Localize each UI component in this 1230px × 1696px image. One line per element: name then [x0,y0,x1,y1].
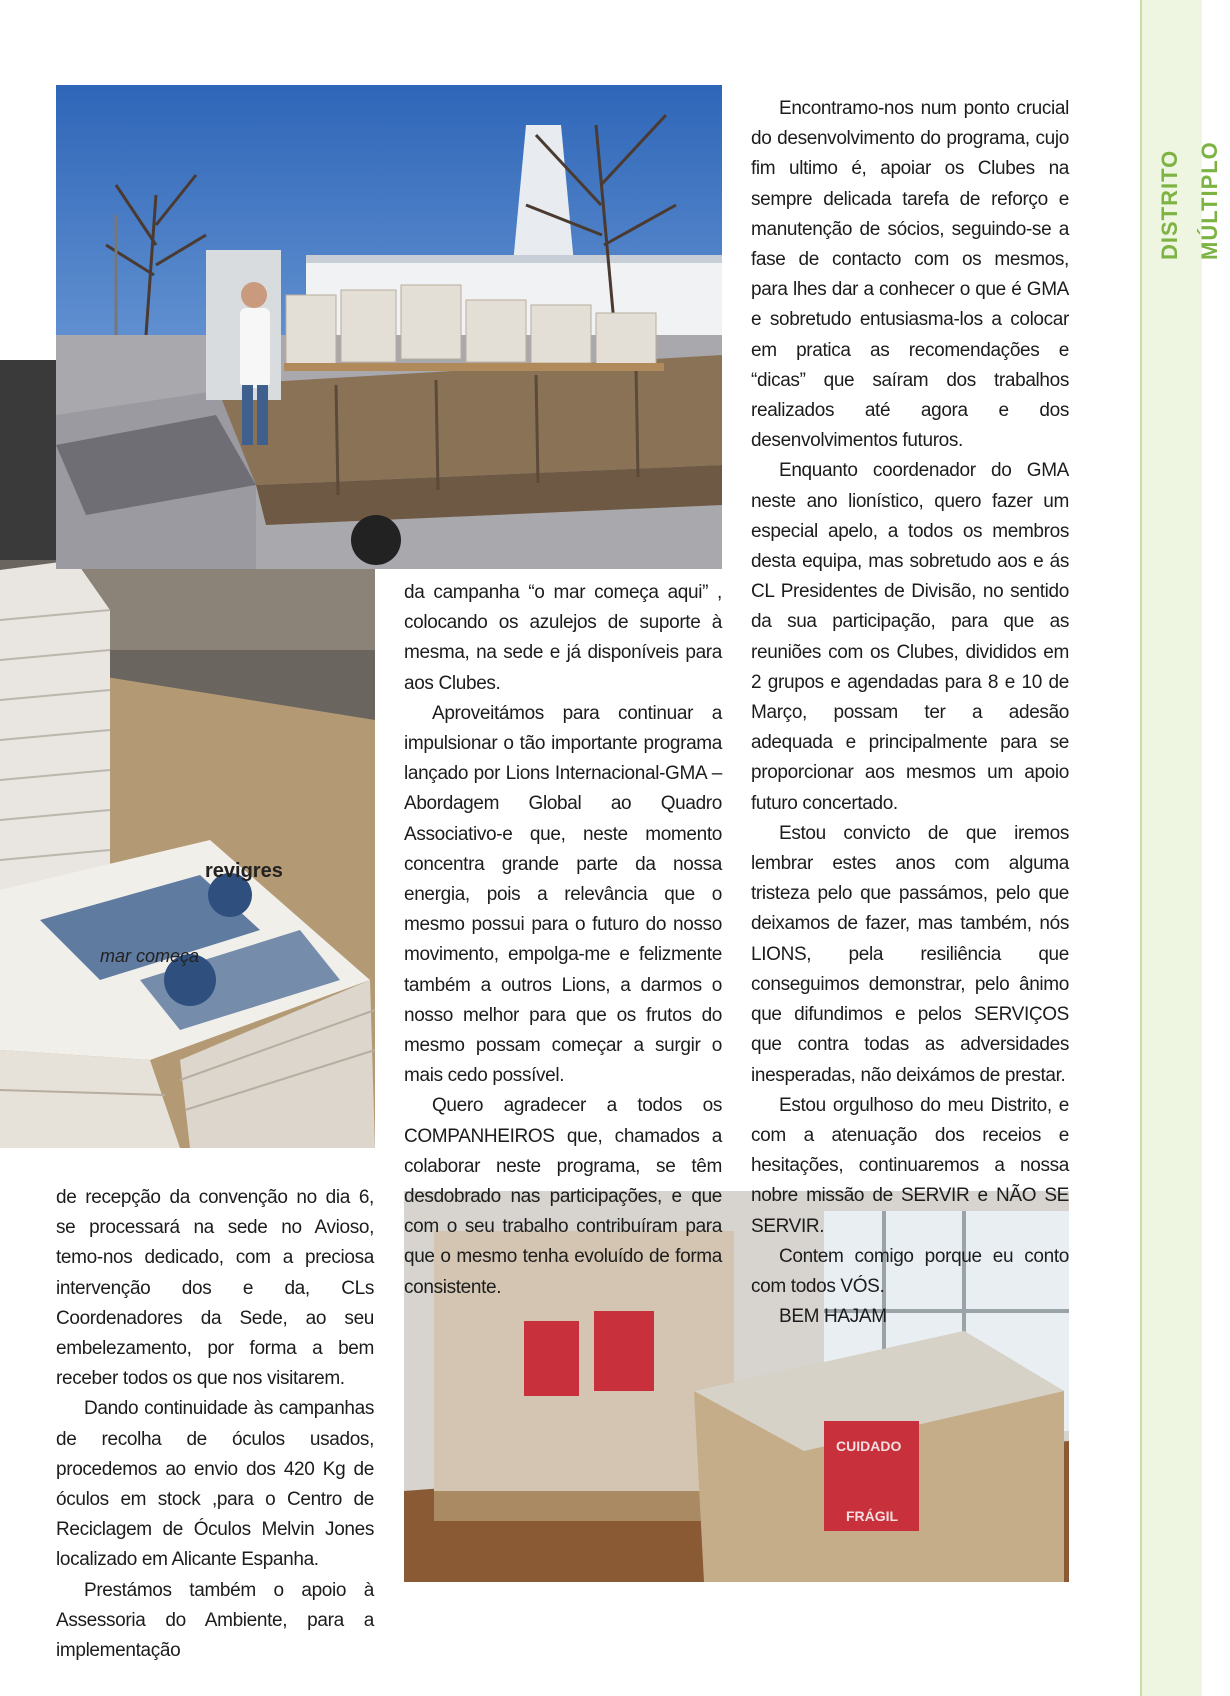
article-column-left [56,1183,374,1666]
paragraph: Contem comigo porque eu conto com todos VÓS. [751,1245,1069,1297]
paragraph: Aproveitámos para continuar a impulsionar o tão importante programa lançado por Lions Internacional-GMA –Abordagem Global ao Quadro Associativo-e que, neste momento concentra grande parte da nossa energia, pois a relevância que o mesmo possui para o futuro do nosso movimento, empolga-me e felizmente também a outros Lions, a darmos o nosso melhor para que os frutos do mesmo possam começar a surgir o mais cedo possível. [404,702,722,1087]
paragraph: da campanha “o mar começa aqui” , colocando os azulejos de suporte à mesma, na sede e já disponíveis para aos Clubes. [404,582,722,694]
paragraph: Encontramo-nos num ponto crucial do desenvolvimento do programa, cujo fim ultimo é, apoiar os Clubes na sempre delicada tarefa de reforço e manutenção de sócios, seguindo-se a fase de contacto com os mesmos, para lhes dar a conhecer o que é GMA e sobretudo entusiasma-los a colocar em pratica as recomendações e “dicas” que saíram dos trabalhos realizados até agora e dos desenvolvimentos futuros. [751,98,1069,452]
tile-box-slogan: mar começa [100,946,200,966]
article-column-right [751,94,1069,1332]
paragraph: de recepção da convenção no dia 6, se processará na sede no Avioso, temo-nos dedicado, com a preciosa intervenção dos e da, CLs Coordenadores da Sede, ao seu embelezamento, por forma a bem receber todos os que nos visitarem. [56,1187,374,1390]
fragile-label-bottom: FRÁGIL [846,1508,899,1524]
paragraph: Enquanto coordenador do GMA neste ano lionístico, quero fazer um especial apelo, a todos os membros desta equipa, mas sobretudo aos e ás CL Presidentes de Divisão, no sentido da sua participação, para que as reuniões com os Clubes, divididos em 2 grupos e agendadas para 8 e 10 de Março, possam ter a adesão adequada e principalmente para se proporcionar aos mesmos um apoio futuro concertado. [751,460,1069,814]
paragraph: Quero agradecer a todos os COMPANHEIROS que, chamados a colaborar neste programa, se têm desdobrado nas participações, e que com o seu trabalho contribuíram para que o mesmo tenha evoluído de forma consistente. [404,1095,722,1298]
section-label: DISTRITO MÚLTIPLO [1157,141,1222,260]
sign-off: BEM HAJAM [779,1306,887,1328]
fragile-label-top: CUIDADO [836,1438,902,1454]
tile-box-brand: revigres [205,860,283,882]
paragraph: Dando continuidade às campanhas de recolha de óculos usados, procedemos ao envio dos 420 Kg de óculos em stock ,para o Centro de Reciclagem de Óculos Melvin Jones localizado em Alicante Espanha. [56,1398,374,1571]
paragraph: Estou convicto de que iremos lembrar estes anos com alguma tristeza pelo que passámos, pelo que deixamos de fazer, mas também, nós LIONS, pela resiliência que conseguimos demonstrar, pelo ânimo que difundimos e pelos SERVIÇOS que contra todas as adversidades inesperadas, não deixámos de prestar. [751,822,1069,1086]
paragraph: Prestámos também o apoio à Assessoria do Ambiente, para a implementação [56,1579,374,1662]
paragraph: Estou orgulhoso do meu Distrito, e com a atenuação dos receios e hesitações, continuaremos a nossa nobre missão de SERVIR e NÃO SE SERVIR. [751,1094,1069,1237]
photo-truck [56,85,722,569]
article-column-middle [404,578,722,1303]
